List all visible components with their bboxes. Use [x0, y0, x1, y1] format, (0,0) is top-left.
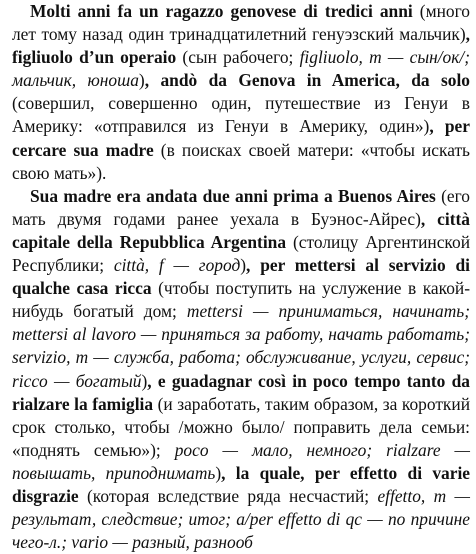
text-run: (которая вследствие ряда несчастий; [78, 485, 378, 506]
paragraph-2 [12, 185, 470, 554]
text-run: , figliuolo d’un operaio [12, 24, 470, 68]
paragraph-1 [12, 0, 470, 185]
text-run: Sua madre era andata due anni prima a Buenos Aires [30, 185, 436, 206]
text-run: effetto, m — результат, следствие; итог; a/per effetto di qc — по причине чего-л.; vario — разный, разнооб [12, 485, 470, 553]
text-run: ) [138, 70, 145, 91]
text-run: , per cercare sua madre [12, 116, 470, 160]
text-run: (его мать двумя годами ранее уехала в Буэнос-Айрес) [12, 185, 470, 229]
text-run: (сын рабочего; [176, 47, 300, 68]
text-run: ) [141, 370, 148, 391]
text-run: (много лет тому назад один тринадцатилетний генуэзский мальчик) [12, 1, 470, 45]
text-run: poco — мало, немного; rialzare — повышать, приподнимать [12, 439, 470, 483]
text-run: ) [240, 255, 247, 276]
text-run: figliuolo, m — сын/ок/; мальчик, юноша [12, 47, 471, 91]
text-run: , andò da Genova in America, da solo [144, 70, 470, 91]
text-run: (столицу Аргентинской Республики; [12, 231, 470, 276]
text-run: Molti anni fa un ragazzo genovese di tredici anni [30, 1, 413, 21]
book-page [12, 0, 470, 554]
text-run: città, f — город [113, 255, 241, 276]
text-run: (и заработать, таким образом, за короткий срок столько, чтобы /можно было/ поправить дела семьи: «поднять семью»); [12, 393, 470, 460]
text-run: (в поисках своей матери: «чтобы искать свою мать»). [12, 139, 470, 183]
text-run: mettersi — приниматься, начинать; mettersi al lavoro — приняться за работу, начать работать; servizio, m — служба, работа; обслуживание, услуги, сервис; ricco — богатый [12, 301, 470, 391]
text-run: ) [215, 462, 222, 483]
text-run: (совершил, совершенно один, путешествие из Генуи в Америку: «отправился из Генуи в Америку, один») [12, 93, 470, 137]
text-run: , città capitale della Repubblica Argentina [12, 208, 470, 252]
text-run: (чтобы поступить на услужение в какой-нибудь богатый дом; [12, 278, 470, 322]
text-run: , la quale, per effetto di varie disgrazie [12, 462, 471, 506]
text-run: , per mettersi al servizio di qualche casa ricca [12, 255, 470, 299]
text-run: , e guadagnar così in poco tempo tanto da rialzare la famiglia [12, 370, 470, 414]
